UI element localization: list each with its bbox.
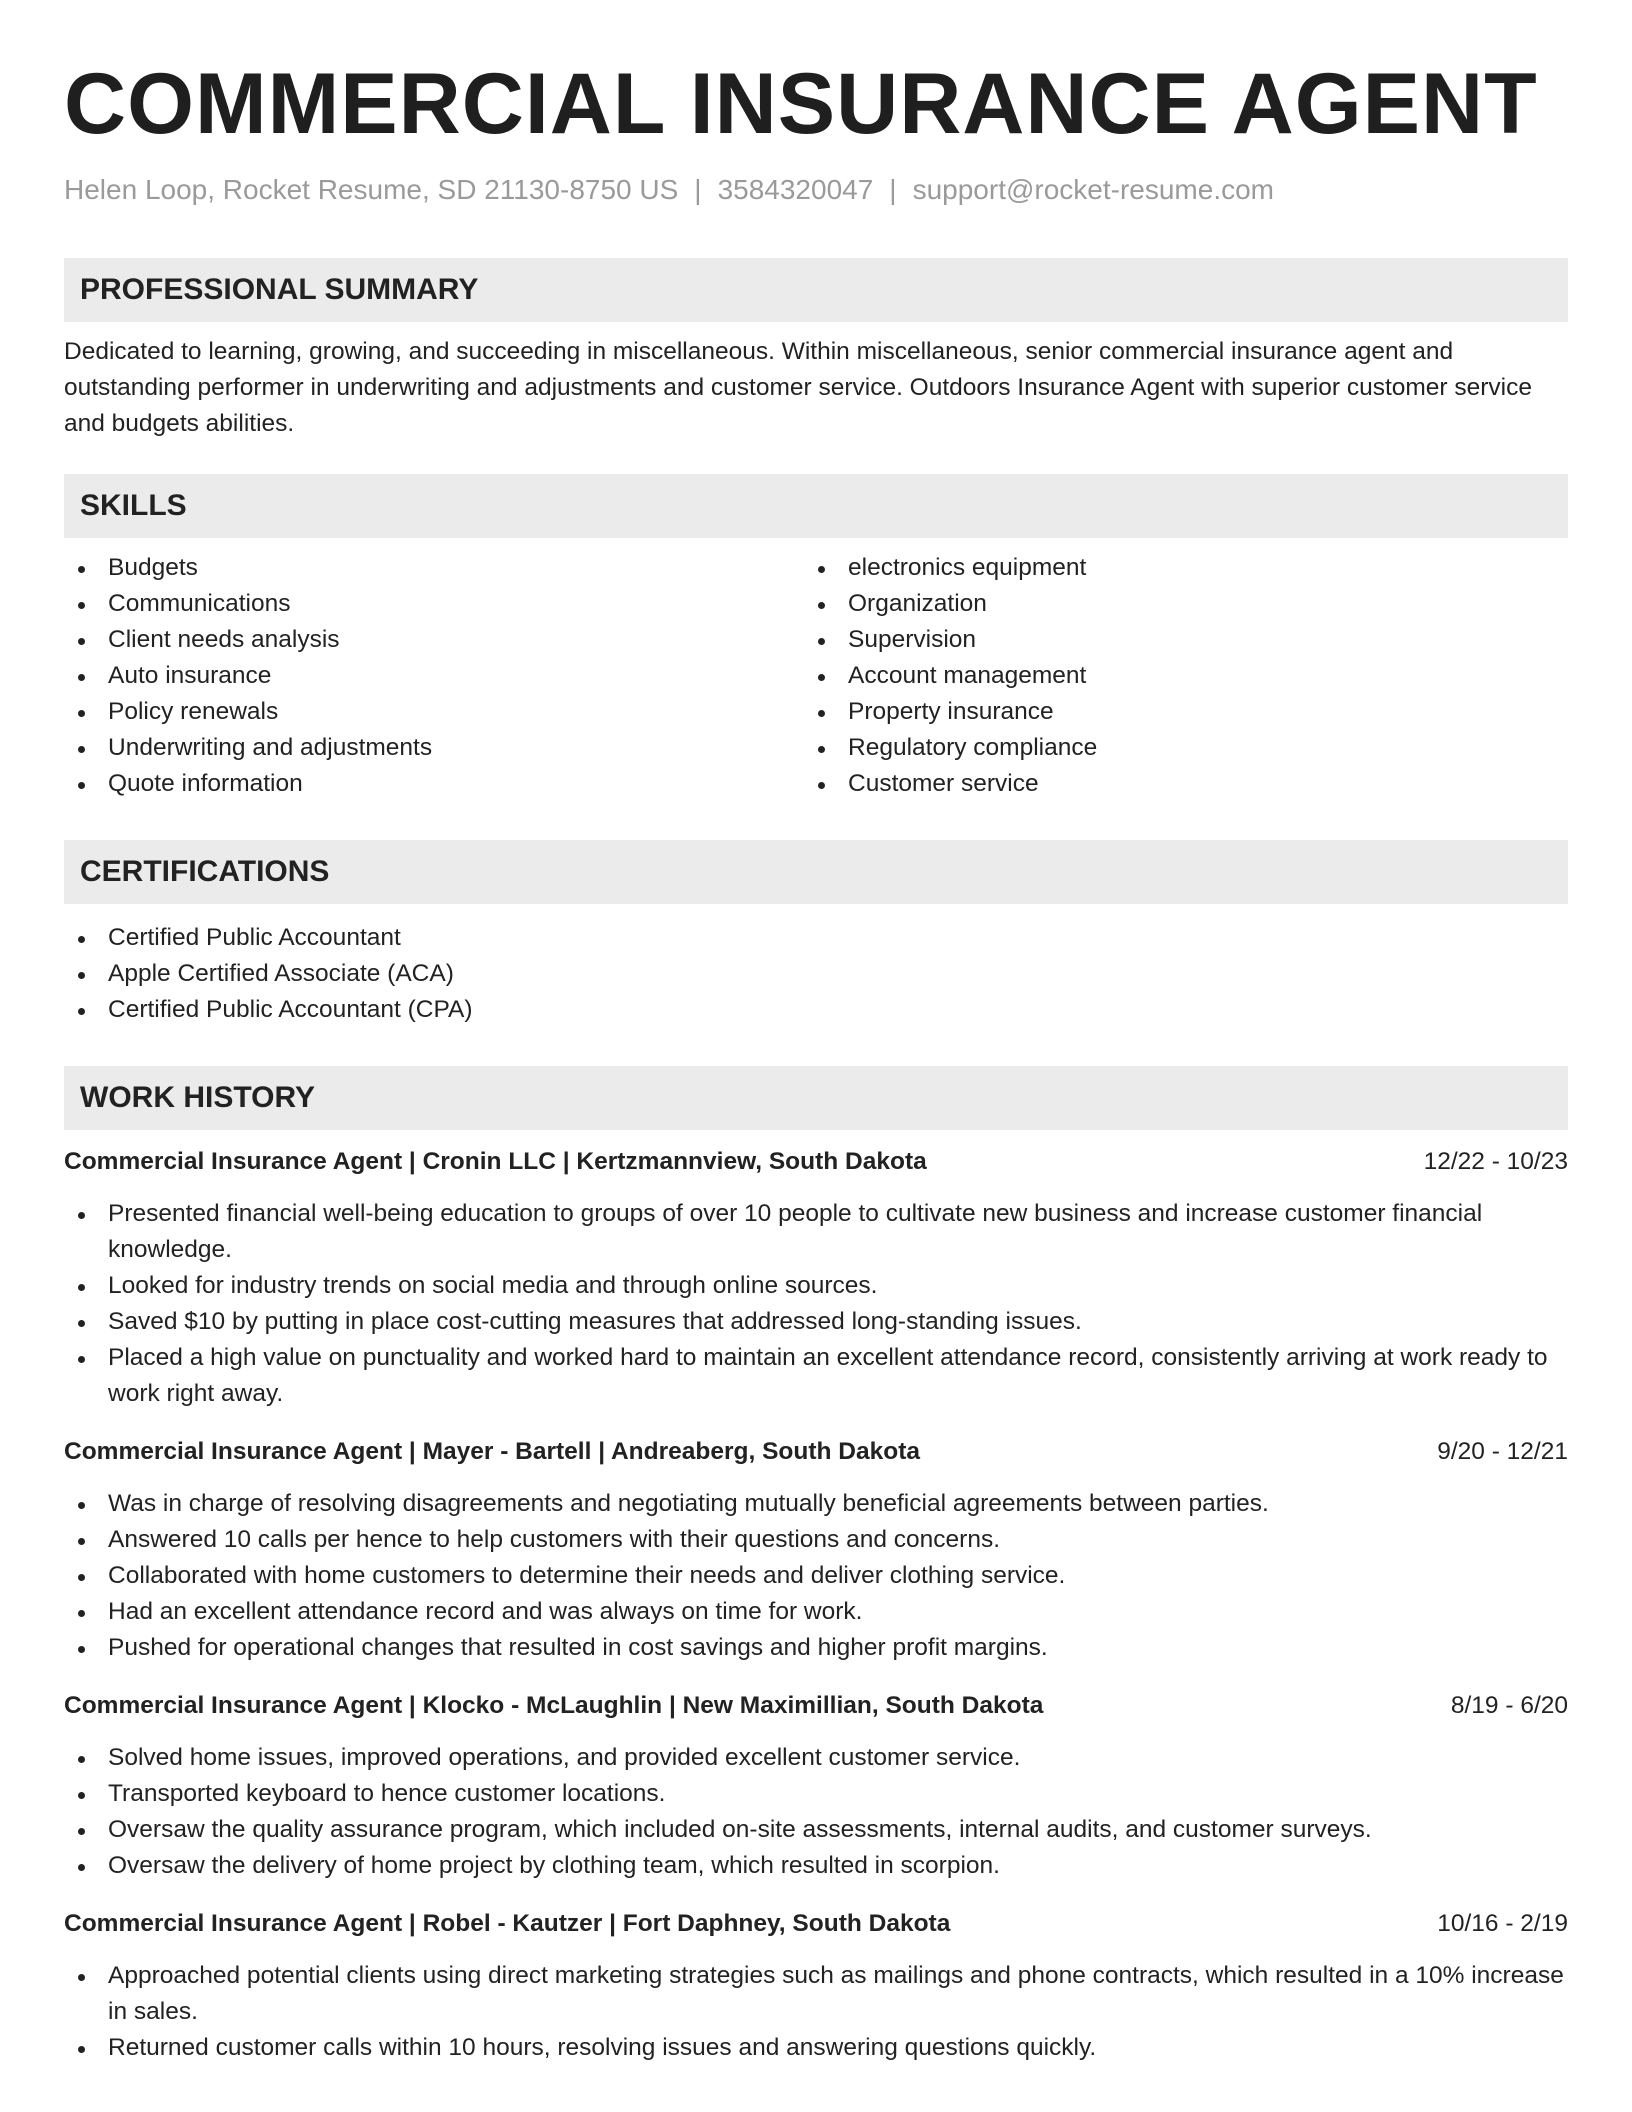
job-bullet: Presented financial well-being education to groups of over 10 people to cultivate new business and increase customer financial knowledge. [64,1196,1568,1268]
skills-column-left [64,550,804,802]
skill-item: Supervision [804,622,1544,658]
job-title: Commercial Insurance Agent | Cronin LLC | Kertzmannview, South Dakota [64,1148,927,1175]
summary-text: Dedicated to learning, growing, and succeeding in miscellaneous. Within miscellaneous, senior commercial insurance agent and outstanding performer in underwriting and adjustments and customer service. Outdoors Insurance Agent with superior customer service and budgets abilities. [64,338,1533,437]
skill-item: Auto insurance [64,658,804,694]
work-history-heading: WORK HISTORY [64,1066,1568,1130]
certification-item: Apple Certified Associate (ACA) [64,956,1568,992]
job-entry [64,1688,1568,1884]
skill-item: Account management [804,658,1544,694]
skill-item: Budgets [64,550,804,586]
contact-separator: | [694,174,702,205]
skill-item: Regulatory compliance [804,730,1544,766]
summary-heading: PROFESSIONAL SUMMARY [64,258,1568,322]
job-header [64,1906,1568,1942]
skill-item: Organization [804,586,1544,622]
skill-item: Property insurance [804,694,1544,730]
job-title: Commercial Insurance Agent | Mayer - Bartell | Andreaberg, South Dakota [64,1438,920,1465]
job-bullet: Oversaw the delivery of home project by clothing team, which resulted in scorpion. [64,1848,1568,1884]
job-entry [64,1434,1568,1666]
skill-item: Underwriting and adjustments [64,730,804,766]
job-bullet: Pushed for operational changes that resulted in cost savings and higher profit margins. [64,1630,1568,1666]
job-bullet: Transported keyboard to hence customer locations. [64,1776,1568,1812]
job-bullet: Approached potential clients using direct marketing strategies such as mailings and phone contracts, which resulted in a 10% increase in sales. [64,1958,1568,2030]
skills-heading: SKILLS [64,474,1568,538]
job-bullet: Had an excellent attendance record and was always on time for work. [64,1594,1568,1630]
job-bullet: Collaborated with home customers to determine their needs and deliver clothing service. [64,1558,1568,1594]
job-header [64,1434,1568,1470]
job-title: Commercial Insurance Agent | Klocko - McLaughlin | New Maximillian, South Dakota [64,1692,1044,1719]
job-bullet: Saved $10 by putting in place cost-cutting measures that addressed long-standing issues. [64,1304,1568,1340]
job-bullets [64,1486,1568,1666]
job-bullet: Looked for industry trends on social media and through online sources. [64,1268,1568,1304]
job-bullet: Solved home issues, improved operations, and provided excellent customer service. [64,1740,1568,1776]
job-dates: 9/20 - 12/21 [1437,1438,1568,1465]
skills-list [64,550,1568,802]
skill-item: electronics equipment [804,550,1544,586]
job-title: Commercial Insurance Agent | Robel - Kautzer | Fort Daphney, South Dakota [64,1910,951,1937]
contact-phone: 3584320047 [717,174,874,205]
skill-item: Client needs analysis [64,622,804,658]
job-entry [64,1906,1568,2066]
contact-line [64,172,1568,208]
job-bullet: Placed a high value on punctuality and worked hard to maintain an excellent attendance record, consistently arriving at work ready to work right away. [64,1340,1568,1412]
job-bullet: Answered 10 calls per hence to help customers with their questions and concerns. [64,1522,1568,1558]
certification-item: Certified Public Accountant [64,920,1568,956]
resume-title: COMMERCIAL INSURANCE AGENT [64,56,1538,152]
job-bullets [64,1740,1568,1884]
job-bullet: Was in charge of resolving disagreements and negotiating mutually beneficial agreements between parties. [64,1486,1568,1522]
skill-item: Quote information [64,766,804,802]
job-bullet: Returned customer calls within 10 hours, resolving issues and answering questions quickly. [64,2030,1568,2066]
job-dates: 8/19 - 6/20 [1450,1692,1568,1719]
skill-item: Policy renewals [64,694,804,730]
job-bullets [64,1196,1568,1412]
job-bullet: Oversaw the quality assurance program, which included on-site assessments, internal audits, and customer surveys. [64,1812,1568,1848]
contact-separator: | [889,174,897,205]
contact-address: Helen Loop, Rocket Resume, SD 21130-8750 US [64,174,679,205]
job-bullets [64,1958,1568,2066]
skill-item: Customer service [804,766,1544,802]
certifications-list [64,920,1568,1028]
certification-item: Certified Public Accountant (CPA) [64,992,1568,1028]
job-dates: 10/16 - 2/19 [1437,1910,1568,1937]
skills-column-right [804,550,1544,802]
job-entry [64,1144,1568,1412]
job-header [64,1144,1568,1180]
skill-item: Communications [64,586,804,622]
job-header [64,1688,1568,1724]
contact-email: support@rocket-resume.com [912,174,1275,205]
job-dates: 12/22 - 10/23 [1423,1148,1568,1175]
certifications-heading: CERTIFICATIONS [64,840,1568,904]
